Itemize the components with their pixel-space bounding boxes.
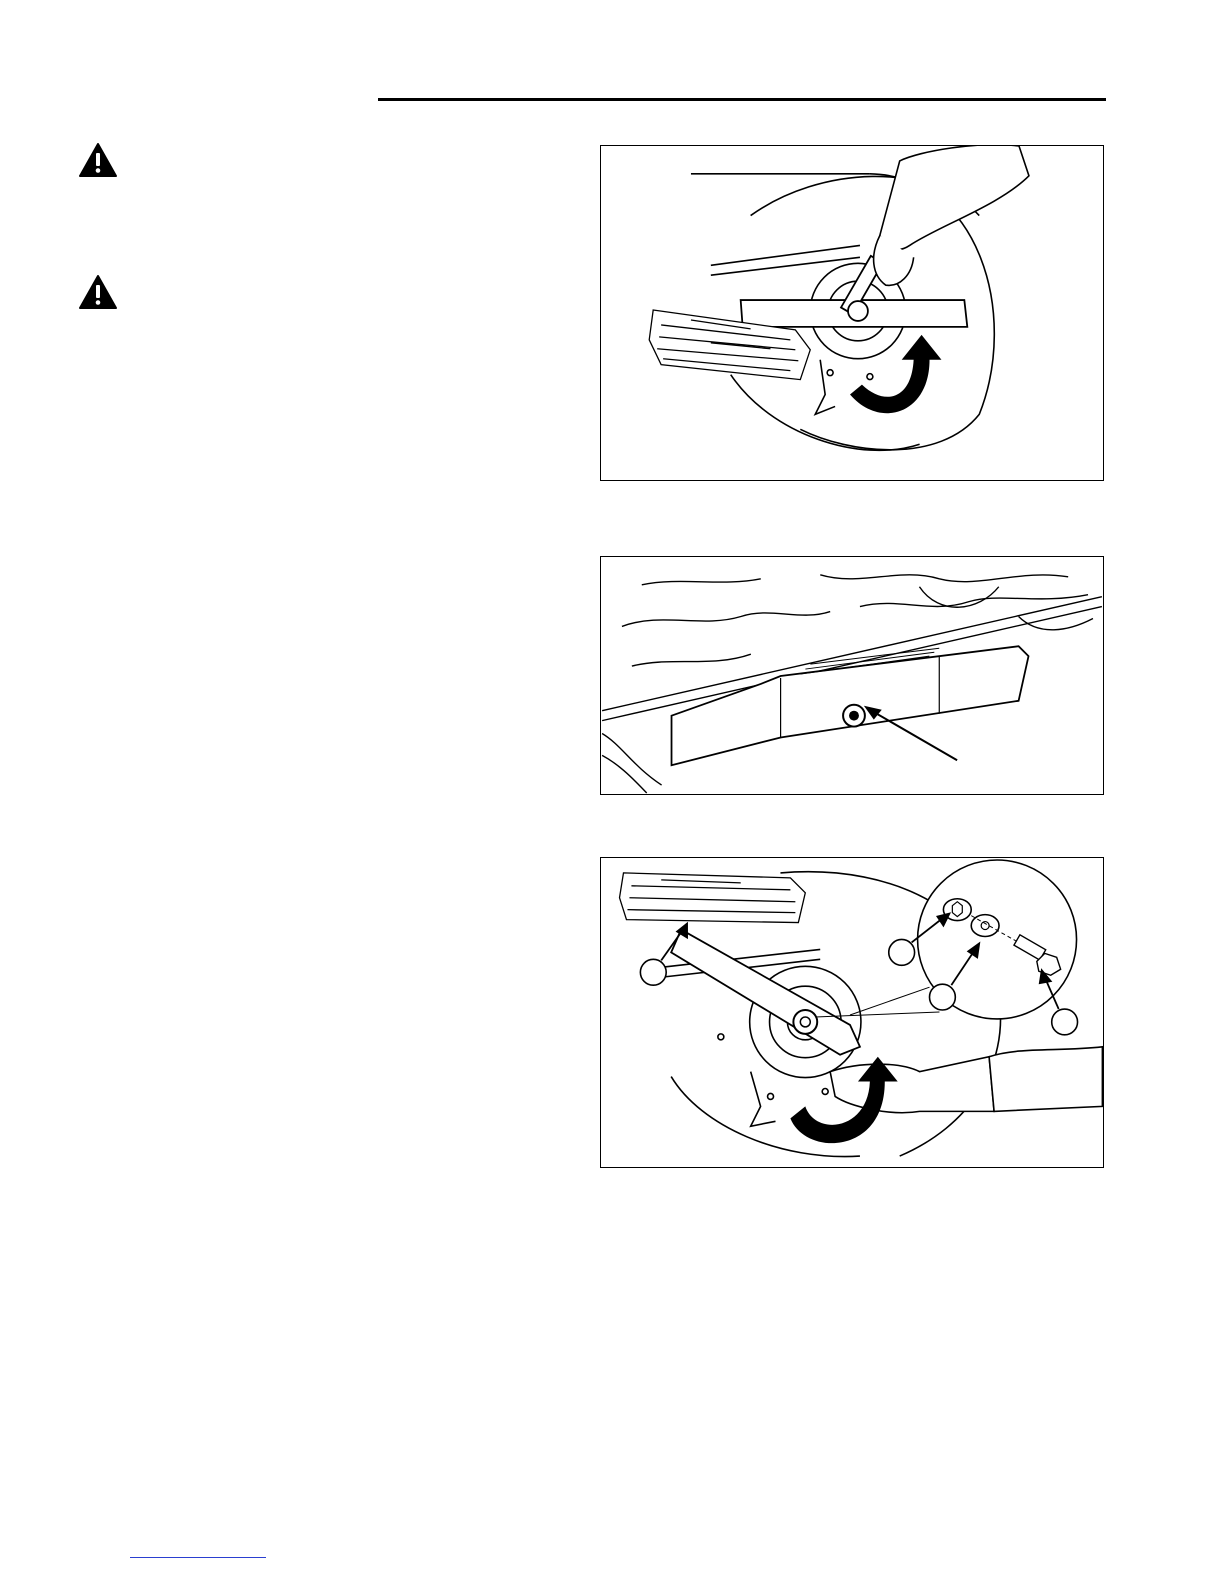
footer-link-underline[interactable] xyxy=(130,1557,266,1558)
warning-triangle-icon xyxy=(78,274,118,310)
header-rule xyxy=(378,98,1106,101)
callout-circle xyxy=(929,984,955,1010)
figure-blade-under-deck xyxy=(600,556,1104,795)
warning-triangle-icon xyxy=(78,142,118,178)
blade-removal-illustration xyxy=(601,858,1103,1167)
blade-deck-illustration xyxy=(601,557,1103,794)
figure-blade-removal xyxy=(600,857,1104,1168)
blade-wrench-illustration xyxy=(601,146,1103,480)
callout-circle xyxy=(889,939,915,965)
callout-circle xyxy=(1052,1009,1078,1035)
callout-circle xyxy=(640,959,666,985)
figure-wrench-blade xyxy=(600,145,1104,481)
